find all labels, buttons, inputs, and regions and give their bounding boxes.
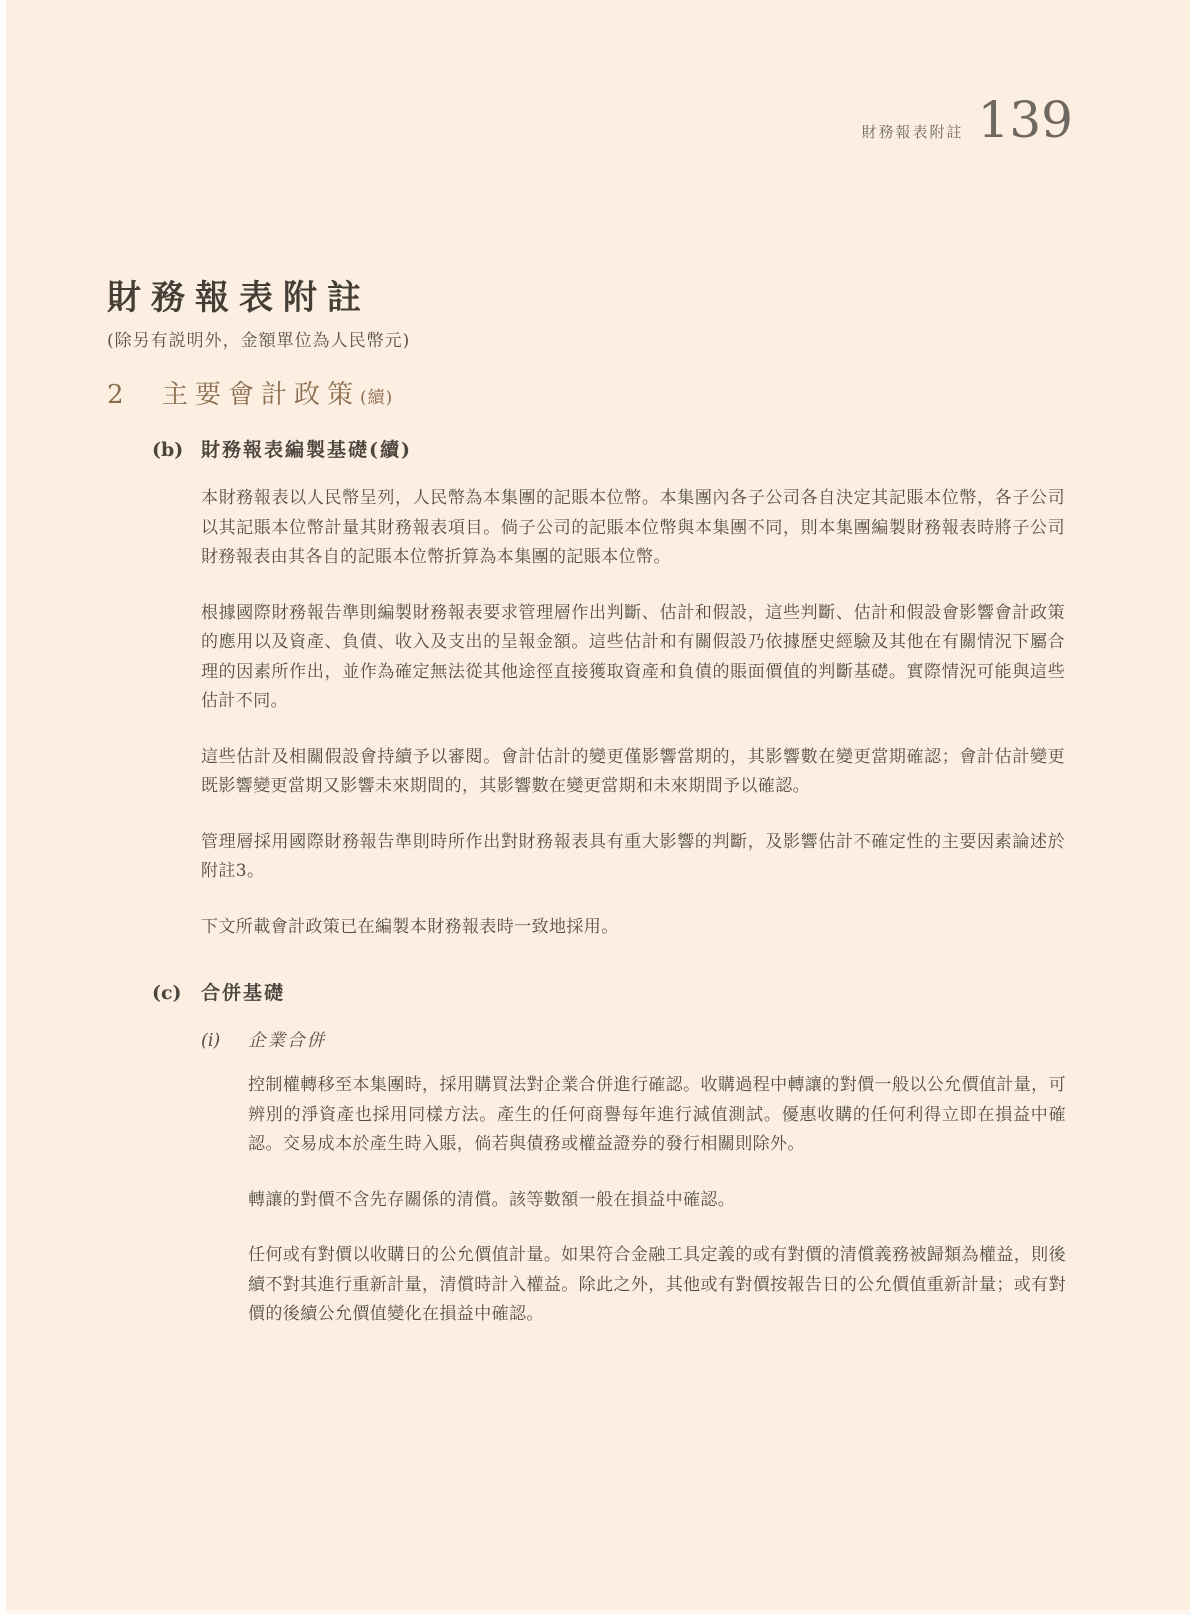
subsection-c-item-i [201,1027,1065,1330]
page-number: 139 [977,91,1073,149]
paragraph: 下文所載會計政策已在編製本財務報表時一致地採用。 [201,916,619,937]
running-header-title: 財務報表附註 [861,123,964,141]
paragraph: 本財務報表以人民幣呈列，人民幣為本集團的記賬本位幣。本集團內各子公司各自決定其記賬本位幣，各子公司以其記賬本位幣計量其財務報表項目。倘子公司的記賬本位幣與本集團不同，則本集團編製財務報表時將子公司財務報表由其各自的記賬本位幣折算為本集團的記賬本位幣。 [201,488,1065,568]
paragraph: 控制權轉移至本集團時，採用購買法對企業合併進行確認。收購過程中轉讓的對價一般以公允價值計量，可辨別的淨資產也採用同樣方法。產生的任何商譽每年進行減值測試。優惠收購的任何利得立即在損益中確認。交易成本於產生時入賬，倘若與債務或權益證券的發行相關則除外。 [248,1075,1066,1155]
page-content [107,280,1065,1330]
section-continued-suffix: (續) [360,388,394,409]
running-header [861,91,1073,149]
paragraph: 轉讓的對價不含先存關係的清償。該等數額一般在損益中確認。 [248,1189,736,1210]
subsection-b-label: (b) [152,439,184,462]
item-i-body [248,1071,1066,1330]
page-title: 財務報表附註 [107,278,371,318]
item-i-heading-text: 企業合併 [248,1031,326,1052]
item-i-heading [201,1027,1065,1052]
subsection-b-body [201,484,1065,942]
subsection-c-label: (c) [152,982,182,1005]
subsection-c [152,978,1065,1330]
subsection-c-body [201,1027,1065,1330]
subsection-c-heading-text: 合併基礎 [201,982,286,1005]
paragraph: 管理層採用國際財務報告準則時所作出對財務報表具有重大影響的判斷，及影響估計不確定性的主要因素論述於附註3。 [201,831,1065,882]
paragraph: 任何或有對價以收購日的公允價值計量。如果符合金融工具定義的或有對價的清償義務被歸類為權益，則後續不對其進行重新計量，清償時計入權益。除此之外，其他或有對價按報告日的公允價值重新計量；或有對價的後續公允價值變化在損益中確認。 [248,1245,1066,1325]
paragraph: 根據國際財務報告準則編製財務報表要求管理層作出判斷、估計和假設，這些判斷、估計和假設會影響會計政策的應用以及資產、負債、收入及支出的呈報金額。這些估計和有關假設乃依據歷史經驗及其他在有關情況下屬合理的因素所作出，並作為確定無法從其他途徑直接獲取資產和負債的賬面價值的判斷基礎。實際情況可能與這些估計不同。 [201,602,1065,712]
section-heading [107,374,1065,411]
page-left-edge [0,0,6,1615]
subsection-b-heading [152,435,1065,462]
subsection-b [152,435,1065,942]
subsection-c-heading [152,978,1065,1005]
subsection-b-heading-text: 財務報表編製基礎(續) [201,439,412,462]
item-i-label: (i) [201,1031,221,1052]
paragraph: 這些估計及相關假設會持續予以審閱。會計估計的變更僅影響當期的，其影響數在變更當期確認；會計估計變更既影響變更當期又影響未來期間的，其影響數在變更當期和未來期間予以確認。 [201,746,1065,797]
section-number: 2 [107,380,124,411]
page-bottom-edge [0,1610,1190,1615]
page-subtitle: (除另有説明外，金額單位為人民幣元) [107,331,411,352]
section-title: 主要會計政策 [162,380,361,411]
